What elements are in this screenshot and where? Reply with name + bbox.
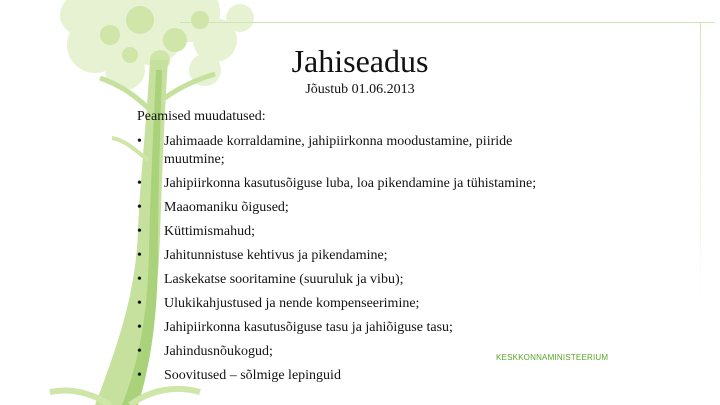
list-item-text: Jahindusnõukogud;	[164, 344, 273, 359]
list-item	[137, 295, 567, 313]
bullet-icon: •	[137, 200, 142, 215]
bullet-icon: •	[137, 368, 142, 383]
bullet-icon: •	[137, 176, 142, 191]
intro-text: Peamised muudatused:	[137, 109, 266, 124]
bullet-icon: •	[137, 320, 142, 335]
bullet-icon: •	[137, 248, 142, 263]
list-item-text: Laskekatse sooritamine (suuruluk ja vibu);	[164, 272, 404, 287]
list-item-text: Jahitunnistuse kehtivus ja pikendamine;	[164, 248, 388, 263]
list-item-text: Soovitused – sõlmige lepinguid	[164, 368, 341, 383]
list-item-text: Jahimaade korraldamine, jahipiirkonna moodustamine, piiride muutmine;	[164, 134, 513, 167]
list-item-text: Jahipiirkonna kasutusõiguse luba, loa pikendamine ja tühistamine;	[164, 176, 537, 191]
list-item-text: Ulukikahjustused ja nende kompenseerimine;	[164, 296, 420, 311]
ministry-logo-text: KESKKONNAMINISTEERIUM	[496, 353, 609, 362]
list-item	[137, 271, 567, 289]
bullet-icon: •	[137, 296, 142, 311]
slide-title: Jahiseadus	[291, 43, 429, 79]
list-item	[137, 319, 567, 337]
bullet-icon: •	[137, 344, 142, 359]
list-item	[137, 247, 567, 265]
top-divider-line	[180, 22, 715, 23]
bullet-icon: •	[137, 272, 142, 287]
list-item	[137, 223, 567, 241]
slide-subtitle: Jõustub 01.06.2013	[305, 82, 415, 97]
list-item-text: Maaomaniku õigused;	[164, 200, 289, 215]
list-item	[137, 133, 567, 169]
list-item-text: Küttimismahud;	[164, 224, 255, 239]
list-item	[137, 175, 567, 193]
list-item	[137, 367, 567, 385]
right-divider-line	[700, 22, 701, 302]
list-item-text: Jahipiirkonna kasutusõiguse tasu ja jahiõiguse tasu;	[164, 320, 453, 335]
list-item	[137, 199, 567, 217]
bullet-icon: •	[137, 134, 142, 149]
bullet-icon: •	[137, 224, 142, 239]
